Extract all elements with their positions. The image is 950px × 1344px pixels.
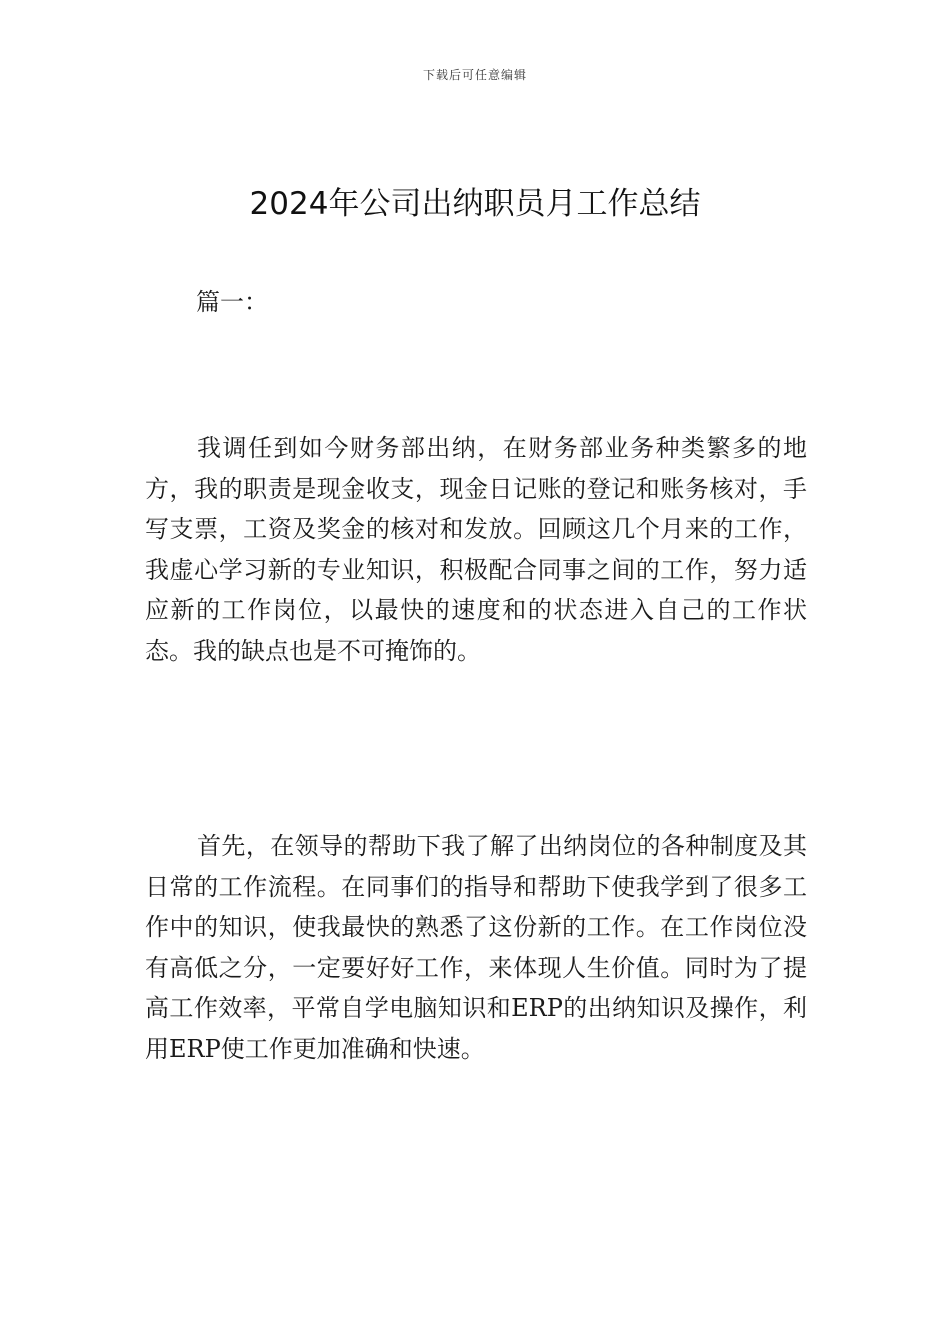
section-label: 篇一： bbox=[196, 288, 268, 316]
body-paragraph: 我调任到如今财务部出纳，在财务部业务种类繁多的地方，我的职责是现金收支，现金日记账的登记和账务核对，手写支票，工资及奖金的核对和发放。回顾这几个月来的工作，我虚心学习新的专业知识，积极配合同事之间的工作，努力适应新的工作岗位，以最快的速度和的状态进入自己的工作状态。我的缺点也是不可掩饰的。 bbox=[145, 434, 807, 665]
header-note: 下载后可任意编辑 bbox=[422, 68, 527, 82]
document-title: 2024年公司出纳职员月工作总结 bbox=[249, 186, 701, 222]
body-paragraph: 首先，在领导的帮助下我了解了出纳岗位的各种制度及其日常的工作流程。在同事们的指导和帮助下使我学到了很多工作中的知识，使我最快的熟悉了这份新的工作。在工作岗位没有高低之分，一定要好好工作，来体现人生价值。同时为了提高工作效率，平常自学电脑知识和ERP的出纳知识及操作，利用ERP使工作更加准确和快速。 bbox=[145, 832, 807, 1063]
